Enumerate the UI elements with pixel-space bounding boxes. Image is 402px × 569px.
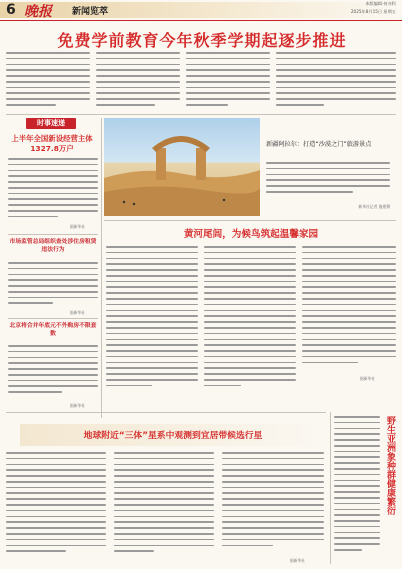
divider-brief1 xyxy=(8,234,98,235)
vertical-divider-right xyxy=(330,412,331,564)
bottom-credit: 据新华社 xyxy=(290,558,306,563)
brief2-credit: 据新华社 xyxy=(70,310,86,315)
header-gold-band xyxy=(0,2,402,18)
divider-photo xyxy=(104,220,396,221)
desert-gate-photo xyxy=(104,118,260,216)
header-rule xyxy=(0,20,402,21)
side-column-title: 野生亚洲象种群健康繁衍 xyxy=(385,416,395,515)
brief2-body xyxy=(8,262,98,314)
page-number: 6 xyxy=(6,2,16,18)
brief2-title: 市场监管总局组织查处涉住房租赁违法行为 xyxy=(9,239,97,253)
brief3-body xyxy=(8,345,98,405)
date-line: 2025年8月15日 星期五 xyxy=(350,9,396,14)
section-name: 新闻览萃 xyxy=(72,7,109,17)
feature-col3 xyxy=(302,246,396,396)
bottom-col3 xyxy=(222,452,324,564)
brief1-credit: 据新华社 xyxy=(70,224,86,229)
visitor-figure xyxy=(223,199,225,201)
photo-credit: 新华社记者 施建摄 xyxy=(358,204,390,209)
brief1-body xyxy=(8,158,98,228)
lead-article-col2 xyxy=(96,52,180,110)
vertical-divider-left xyxy=(101,118,102,418)
feature-col1 xyxy=(106,246,198,396)
photo-caption-title: 新疆阿拉尔：打造“沙漠之门”旅游景点 xyxy=(266,141,372,148)
visitor-figure xyxy=(133,203,135,205)
lead-article-col3 xyxy=(186,52,270,110)
photo-illustration xyxy=(104,118,260,216)
editor-line: 本版编辑·何亦科 xyxy=(365,1,396,6)
visitor-figure xyxy=(123,201,125,203)
lead-article-col4 xyxy=(276,52,396,110)
main-headline: 免费学前教育今年秋季学期起逐步推进 xyxy=(57,31,347,50)
gate-pillar xyxy=(156,148,166,180)
bottom-story-title: 地球附近“三体”星系中观测到宜居带候选行星 xyxy=(83,431,263,441)
gate-pillar xyxy=(196,148,206,180)
page-header xyxy=(0,0,402,22)
divider-brief2 xyxy=(8,318,98,319)
brief3-title: 北京将合并年底元不外购房不限套数 xyxy=(9,323,97,337)
photo-caption-box xyxy=(262,118,396,216)
side-column-body xyxy=(334,416,380,564)
lead-article-col1 xyxy=(6,52,90,110)
divider-under-lead xyxy=(6,114,396,115)
feature-col2 xyxy=(204,246,296,396)
bottom-story-title-band xyxy=(20,424,326,446)
bottom-col1 xyxy=(6,452,106,564)
divider-bottom xyxy=(6,412,326,413)
feature-credit: 据新华社 xyxy=(360,376,376,381)
photo-caption-body xyxy=(266,162,390,202)
brief3-credit: 据新华社 xyxy=(70,403,86,408)
news-column-label: 时事速递 xyxy=(26,118,76,129)
bottom-col2 xyxy=(114,452,214,564)
brief1-title: 上半年全国新设经营主体1327.8万户 xyxy=(11,134,93,153)
masthead-logo: 晚报 xyxy=(24,4,52,20)
feature-title: 黄河尾闾，为候鸟筑起温馨家园 xyxy=(183,229,319,240)
